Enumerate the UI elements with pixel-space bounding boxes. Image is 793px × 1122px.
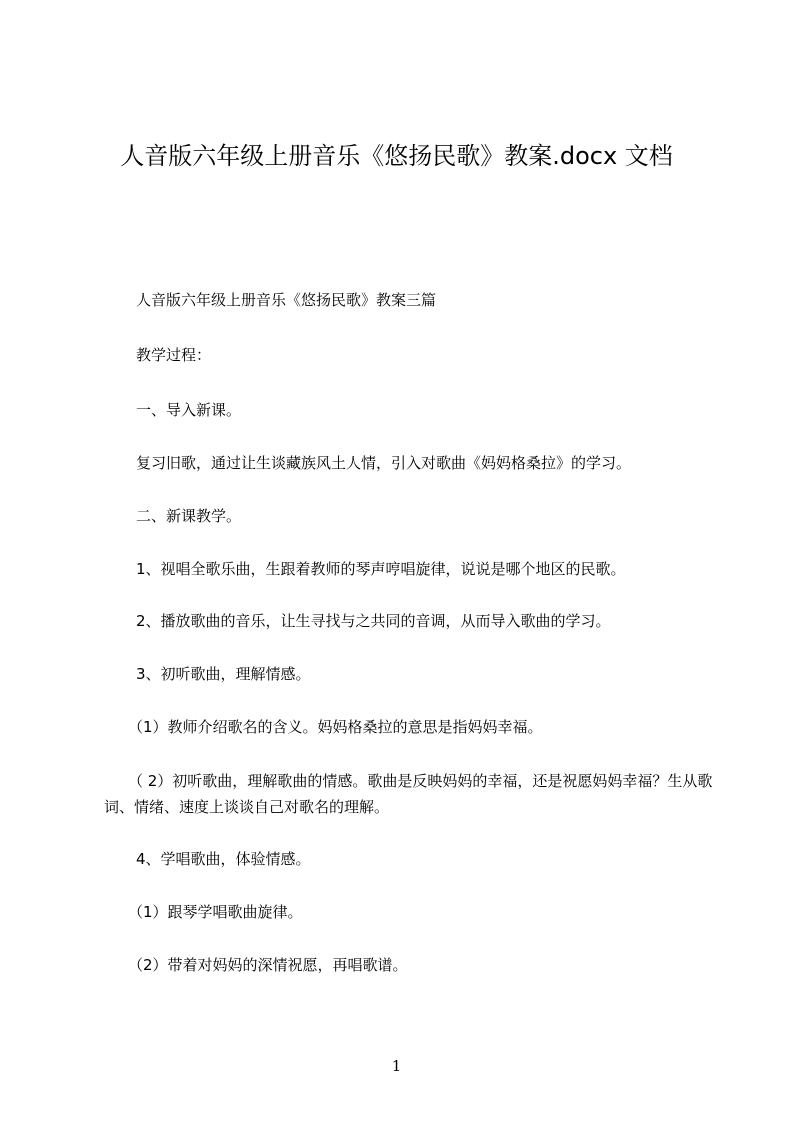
- paragraph-step-3-1: （1）教师介绍歌名的含义。妈妈格桑拉的意思是指妈妈幸福。: [128, 718, 543, 736]
- page-number: 1: [391, 1057, 402, 1075]
- document-title: 人音版六年级上册音乐《悠扬民歌》教案.docx 文档: [120, 142, 673, 170]
- paragraph-step-2: 2、播放歌曲的音乐，让生寻找与之共同的音调，从而导入歌曲的学习。: [136, 612, 611, 630]
- paragraph-review: 复习旧歌，通过让生谈藏族风土人情，引入对歌曲《妈妈格桑拉》的学习。: [136, 454, 632, 472]
- paragraph-heading: 人音版六年级上册音乐《悠扬民歌》教案三篇: [136, 291, 437, 309]
- paragraph-section-1: 一、导入新课。: [136, 401, 242, 419]
- paragraph-step-4: 4、学唱歌曲，体验情感。: [136, 850, 311, 868]
- paragraph-section-2: 二、新课教学。: [136, 507, 242, 525]
- paragraph-step-3: 3、初听歌曲，理解情感。: [136, 665, 311, 683]
- paragraph-step-1: 1、视唱全歌乐曲，生跟着教师的琴声哼唱旋律，说说是哪个地区的民歌。: [136, 560, 626, 578]
- paragraph-step-4-1: （1）跟琴学唱歌曲旋律。: [128, 903, 303, 921]
- paragraph-step-4-2: （2）带着对妈妈的深情祝愿，再唱歌谱。: [128, 956, 408, 974]
- paragraph-process-label: 教学过程：: [136, 346, 212, 364]
- paragraph-step-3-2: （ 2）初听歌曲，理解歌曲的情感。歌曲是反映妈妈的幸福，还是祝愿妈妈幸福？生从歌词、情绪、速度上谈谈自己对歌名的理解。: [104, 772, 713, 816]
